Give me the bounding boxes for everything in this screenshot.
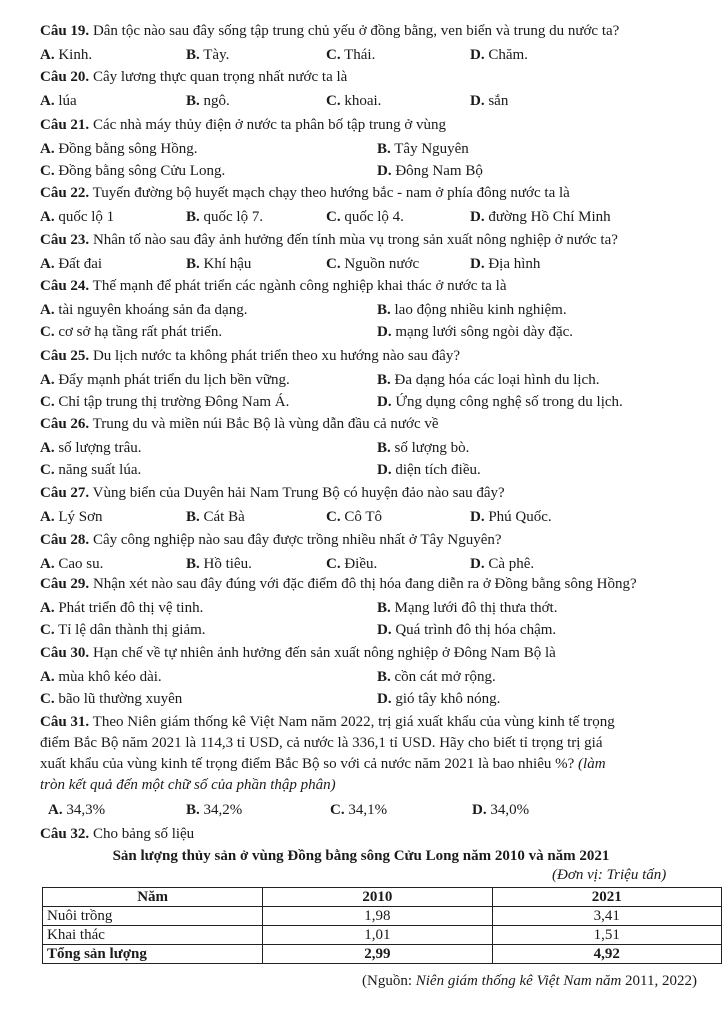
answer-option	[40, 371, 290, 390]
option-text: Địa hình	[488, 256, 541, 272]
table-row	[43, 907, 722, 926]
answer-option	[40, 439, 141, 458]
option-text: quốc lộ 7.	[203, 209, 264, 225]
answer-option	[326, 508, 382, 527]
option-key: A.	[40, 509, 55, 525]
answer-option	[377, 668, 496, 687]
answer-option	[377, 162, 483, 181]
answer-option	[40, 461, 141, 480]
option-key: D.	[470, 556, 485, 572]
table-header-cell: 2010	[263, 888, 492, 907]
table-cell: Tổng sản lượng	[43, 945, 263, 964]
answer-option	[40, 555, 103, 574]
question-stem	[40, 347, 460, 366]
option-key: D.	[377, 394, 392, 410]
option-key: C.	[40, 394, 55, 410]
option-text: gió tây khô nóng.	[395, 691, 501, 707]
option-text: Cát Bà	[203, 509, 245, 525]
answer-option	[40, 393, 289, 412]
question-text: Tuyến đường bộ huyết mạch chạy theo hướng bắc - nam ở phía đông nước ta là	[92, 185, 570, 201]
option-key: A.	[40, 141, 55, 157]
answer-option	[326, 208, 404, 227]
option-key: C.	[40, 691, 55, 707]
question-number: Câu 31.	[40, 714, 90, 730]
answer-option	[377, 599, 557, 618]
option-key: C.	[326, 47, 341, 63]
question-stem	[40, 22, 619, 41]
question-number: Câu 29.	[40, 576, 90, 592]
question-text: Hạn chế về tự nhiên ảnh hưởng đến sản xuất nông nghiệp ở Đông Nam Bộ là	[92, 645, 556, 661]
table-title: Sản lượng thủy sản ở vùng Đồng bằng sông Cửu Long năm 2010 và năm 2021	[112, 848, 610, 864]
table-cell: 2,99	[263, 945, 492, 964]
option-text: Đất đai	[58, 256, 103, 272]
option-text: 34,0%	[490, 802, 530, 818]
question-text: Nhận xét nào sau đây đúng với đặc điểm đô thị hóa đang diễn ra ở Đồng bằng sông Hồng?	[92, 576, 637, 592]
question-stem	[40, 116, 446, 135]
answer-option	[186, 92, 230, 111]
answer-option	[470, 555, 534, 574]
option-text: Thái.	[344, 47, 376, 63]
unit-label: (Đơn vị: Triệu tấn)	[552, 867, 667, 883]
question-text: Các nhà máy thủy điện ở nước ta phân bố tập trung ở vùng	[92, 117, 447, 133]
question-text: Dân tộc nào sau đây sống tập trung chủ yếu ở đồng bằng, ven biển và trung du nước ta?	[92, 23, 620, 39]
answer-option	[40, 668, 162, 687]
option-key: B.	[186, 556, 200, 572]
answer-option	[40, 508, 103, 527]
option-text: ngô.	[203, 93, 230, 109]
answer-option	[377, 461, 481, 480]
answer-option	[40, 92, 77, 111]
option-key: C.	[40, 324, 55, 340]
option-key: B.	[186, 509, 200, 525]
option-text: quốc lộ 1	[58, 209, 115, 225]
answer-option	[377, 301, 567, 320]
table-cell: 1,01	[263, 926, 492, 945]
answer-option	[48, 801, 105, 820]
option-text: Đẩy mạnh phát triển du lịch bền vững.	[58, 372, 290, 388]
option-key: D.	[377, 163, 392, 179]
option-text: Cô Tô	[344, 509, 382, 525]
option-text: Đồng bằng sông Cửu Long.	[58, 163, 226, 179]
option-key: C.	[40, 163, 55, 179]
question-stem	[40, 484, 505, 503]
answer-option	[326, 555, 377, 574]
question-stem	[40, 184, 570, 203]
table-header-row	[43, 888, 722, 907]
question-number: Câu 23.	[40, 232, 90, 248]
source-years: 2011, 2022)	[625, 973, 697, 989]
answer-option	[377, 439, 469, 458]
answer-option	[40, 690, 182, 709]
option-key: B.	[186, 256, 200, 272]
option-text: khoai.	[344, 93, 382, 109]
answer-option	[377, 690, 500, 709]
option-key: A.	[40, 372, 55, 388]
answer-option	[40, 621, 206, 640]
answer-option	[470, 92, 508, 111]
option-text: đường Hồ Chí Minh	[488, 209, 611, 225]
option-key: A.	[40, 47, 55, 63]
question-stem	[40, 575, 637, 594]
question-text-line	[40, 755, 606, 774]
option-key: B.	[377, 600, 391, 616]
answer-option	[40, 162, 225, 181]
option-key: A.	[40, 302, 55, 318]
option-text: Đông Nam Bộ	[395, 163, 483, 179]
answer-option	[40, 255, 102, 274]
option-key: A.	[40, 600, 55, 616]
question-number: Câu 25.	[40, 348, 90, 364]
question-text: Nhân tố nào sau đây ảnh hưởng đến tính mùa vụ trong sản xuất nông nghiệp ở nước ta?	[92, 232, 618, 248]
question-number: Câu 30.	[40, 645, 90, 661]
option-key: A.	[40, 440, 55, 456]
option-key: C.	[40, 462, 55, 478]
option-key: B.	[186, 802, 200, 818]
option-key: D.	[377, 622, 392, 638]
question-text: Trung du và miền núi Bắc Bộ là vùng dẫn đầu cả nước về	[92, 416, 439, 432]
option-text: Hồ tiêu.	[203, 556, 252, 572]
table-cell: 3,41	[492, 907, 721, 926]
question-stem	[40, 825, 194, 844]
option-text: Chỉ tập trung thị trường Đông Nam Á.	[58, 394, 290, 410]
option-text: Kinh.	[58, 47, 93, 63]
option-key: A.	[40, 93, 55, 109]
answer-option	[40, 46, 92, 65]
answer-option	[377, 140, 469, 159]
question-number: Câu 19.	[40, 23, 90, 39]
question-text: Thế mạnh để phát triển các ngành công nghiệp khai thác ở nước ta là	[92, 278, 507, 294]
question-text: xuất khẩu của vùng kinh tế trọng điểm Bắc Bộ so với cả nước năm 2021 là bao nhiêu %?	[40, 756, 575, 772]
option-key: B.	[377, 440, 391, 456]
answer-option	[470, 255, 540, 274]
option-key: A.	[48, 802, 63, 818]
table-row	[43, 926, 722, 945]
option-key: B.	[186, 47, 200, 63]
answer-option	[470, 208, 611, 227]
option-text: Khí hậu	[203, 256, 252, 272]
option-text: Phát triển đô thị vệ tinh.	[58, 600, 204, 616]
option-key: D.	[377, 691, 392, 707]
answer-option	[377, 323, 573, 342]
question-number: Câu 27.	[40, 485, 90, 501]
option-key: D.	[470, 209, 485, 225]
option-text: 34,3%	[66, 802, 106, 818]
table-cell: 1,51	[492, 926, 721, 945]
question-stem	[40, 644, 556, 663]
option-key: D.	[377, 462, 392, 478]
option-key: B.	[186, 93, 200, 109]
option-text: Đồng bằng sông Hồng.	[58, 141, 198, 157]
option-text: năng suất lúa.	[58, 462, 142, 478]
question-number: Câu 20.	[40, 69, 90, 85]
option-key: D.	[470, 93, 485, 109]
table-cell: 4,92	[492, 945, 721, 964]
option-text: Đa dạng hóa các loại hình du lịch.	[394, 372, 600, 388]
question-stem	[40, 277, 507, 296]
question-stem	[40, 231, 618, 250]
option-text: Chăm.	[488, 47, 528, 63]
question-number: Câu 28.	[40, 532, 90, 548]
option-text: Ứng dụng công nghệ số trong du lịch.	[395, 394, 623, 410]
answer-option	[40, 208, 114, 227]
answer-option	[186, 555, 252, 574]
answer-option	[377, 393, 623, 412]
option-key: C.	[326, 556, 341, 572]
table-cell: 1,98	[263, 907, 492, 926]
answer-option	[326, 255, 419, 274]
question-text: Cho bảng số liệu	[92, 826, 195, 842]
option-text: Điều.	[344, 556, 378, 572]
option-text: cơ sở hạ tầng rất phát triển.	[58, 324, 223, 340]
table-source	[362, 972, 697, 991]
option-text: Nguồn nước	[344, 256, 420, 272]
answer-option	[470, 508, 552, 527]
option-text: quốc lộ 4.	[344, 209, 404, 225]
option-key: D.	[470, 256, 485, 272]
option-text: sắn	[488, 93, 509, 109]
answer-option	[377, 371, 599, 390]
answer-option	[326, 92, 381, 111]
table-header-cell: Năm	[43, 888, 263, 907]
question-number: Câu 24.	[40, 278, 90, 294]
source-prefix: (Nguồn:	[362, 973, 412, 989]
option-text: mùa khô kéo dài.	[58, 669, 162, 685]
question-text: điểm Bắc Bộ năm 2021 là 114,3 tỉ USD, cả nước là 336,1 tỉ USD. Hãy cho biết tỉ trọng trị giá	[40, 735, 603, 751]
question-text: Theo Niên giám thống kê Việt Nam năm 2022, trị giá xuất khẩu của vùng kinh tế trọng	[92, 714, 615, 730]
option-text: Tày.	[203, 47, 230, 63]
option-key: B.	[377, 141, 391, 157]
option-text: Phú Quốc.	[488, 509, 552, 525]
option-key: C.	[330, 802, 345, 818]
option-text: Mạng lưới đô thị thưa thớt.	[394, 600, 558, 616]
option-text: mạng lưới sông ngòi dày đặc.	[395, 324, 574, 340]
data-table	[42, 887, 722, 964]
option-key: B.	[377, 302, 391, 318]
option-key: C.	[326, 93, 341, 109]
option-text: 34,1%	[348, 802, 388, 818]
option-key: C.	[326, 209, 341, 225]
table-cell: Khai thác	[43, 926, 263, 945]
option-text: bão lũ thường xuyên	[58, 691, 183, 707]
question-stem	[40, 713, 615, 732]
option-key: A.	[40, 256, 55, 272]
question-stem	[40, 531, 502, 550]
option-text: lúa	[58, 93, 77, 109]
question-stem	[40, 415, 439, 434]
question-text: Vùng biển của Duyên hải Nam Trung Bộ có huyện đảo nào sau đây?	[92, 485, 505, 501]
option-text: Lý Sơn	[58, 509, 103, 525]
option-text: số lượng trâu.	[58, 440, 142, 456]
answer-option	[377, 621, 556, 640]
option-key: A.	[40, 669, 55, 685]
answer-option	[186, 508, 245, 527]
answer-option	[40, 301, 247, 320]
answer-option	[40, 140, 198, 159]
option-key: B.	[377, 669, 391, 685]
question-text: Cây công nghiệp nào sau đây được trồng nhiều nhất ở Tây Nguyên?	[92, 532, 502, 548]
option-key: D.	[377, 324, 392, 340]
question-number: Câu 26.	[40, 416, 90, 432]
table-row	[43, 945, 722, 964]
option-text: Cà phê.	[488, 556, 535, 572]
option-key: A.	[40, 556, 55, 572]
option-text: Cao su.	[58, 556, 104, 572]
source-name: Niên giám thống kê Việt Nam năm	[415, 973, 622, 989]
answer-option	[186, 46, 229, 65]
option-key: A.	[40, 209, 55, 225]
question-note: tròn kết quả đến một chữ số của phần thập phân)	[40, 777, 336, 793]
answer-option	[186, 801, 242, 820]
option-key: C.	[326, 256, 341, 272]
question-text-line	[40, 734, 603, 753]
option-text: cồn cát mở rộng.	[394, 669, 496, 685]
option-key: C.	[326, 509, 341, 525]
question-text: Cây lương thực quan trọng nhất nước ta là	[92, 69, 348, 85]
option-text: Tỉ lệ dân thành thị giảm.	[58, 622, 206, 638]
answer-option	[186, 208, 263, 227]
question-number: Câu 21.	[40, 117, 90, 133]
option-text: lao động nhiều kinh nghiệm.	[394, 302, 567, 318]
option-text: diện tích điều.	[395, 462, 481, 478]
option-text: Tây Nguyên	[394, 141, 469, 157]
option-key: B.	[377, 372, 391, 388]
answer-option	[330, 801, 387, 820]
option-key: B.	[186, 209, 200, 225]
question-number: Câu 32.	[40, 826, 90, 842]
option-key: D.	[472, 802, 487, 818]
option-text: Quá trình đô thị hóa chậm.	[395, 622, 557, 638]
option-text: số lượng bò.	[394, 440, 470, 456]
answer-option	[40, 599, 203, 618]
question-note: (làm	[578, 756, 606, 772]
option-key: C.	[40, 622, 55, 638]
question-text: Du lịch nước ta không phát triển theo xu hướng nào sau đây?	[92, 348, 460, 364]
option-key: D.	[470, 47, 485, 63]
question-text-line	[40, 776, 336, 795]
option-key: D.	[470, 509, 485, 525]
answer-option	[186, 255, 251, 274]
table-cell: Nuôi trồng	[43, 907, 263, 926]
answer-option	[40, 323, 222, 342]
answer-option	[472, 801, 529, 820]
answer-option	[326, 46, 375, 65]
table-header-cell: 2021	[492, 888, 721, 907]
option-text: tài nguyên khoáng sản đa dạng.	[58, 302, 248, 318]
answer-option	[470, 46, 528, 65]
question-number: Câu 22.	[40, 185, 90, 201]
question-stem	[40, 68, 347, 87]
option-text: 34,2%	[203, 802, 243, 818]
